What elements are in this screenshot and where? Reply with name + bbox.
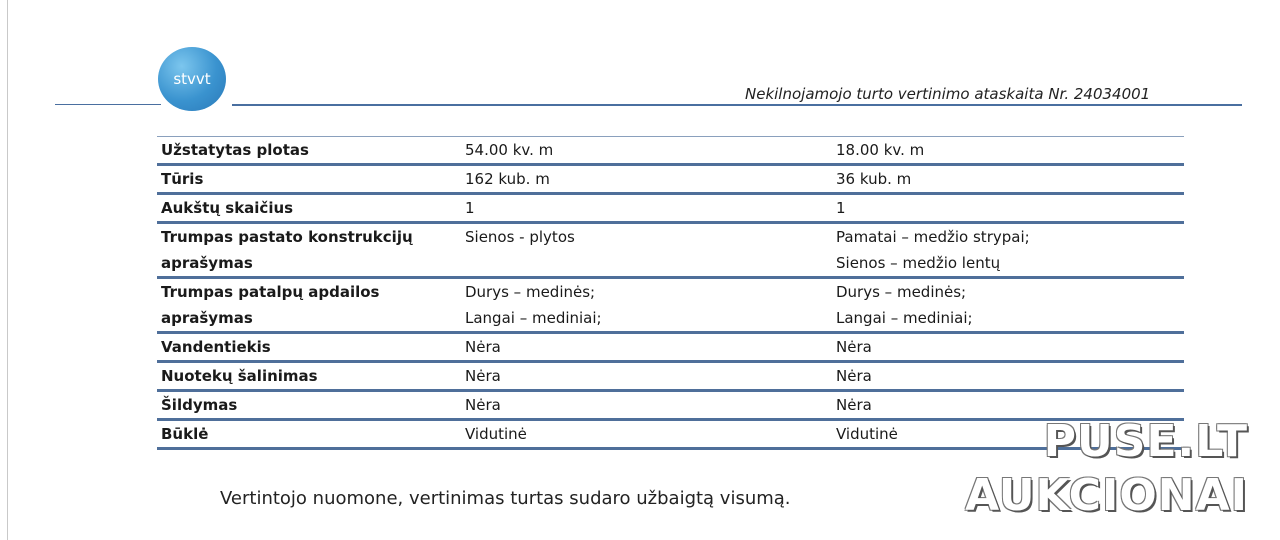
row-value-2 <box>832 333 1184 362</box>
row-value-2 <box>832 165 1184 194</box>
row-value-1 <box>461 194 832 223</box>
row-value-2-line: Pamatai – medžio strypai; <box>836 228 1030 246</box>
row-value-1-line: Nėra <box>465 396 501 414</box>
row-value-1-line: 1 <box>465 199 475 217</box>
row-label-line: Trumpas pastato konstrukcijų <box>161 228 413 246</box>
row-value-2 <box>832 362 1184 391</box>
row-value-2-line: 18.00 kv. m <box>836 141 925 159</box>
row-value-1 <box>461 223 832 278</box>
row-label <box>157 278 461 333</box>
company-logo <box>158 47 226 111</box>
row-value-2-line: Nėra <box>836 338 872 356</box>
watermark <box>965 415 1248 523</box>
logo-text: stvvt <box>173 70 211 88</box>
row-label <box>157 362 461 391</box>
row-value-2-line: Langai – mediniai; <box>836 309 973 327</box>
row-value-2 <box>832 223 1184 278</box>
row-value-1-line: Nėra <box>465 338 501 356</box>
table-row <box>157 223 1184 278</box>
row-label-line: Būklė <box>161 425 209 443</box>
page-edge-rule <box>7 0 8 540</box>
row-value-2-line: Nėra <box>836 396 872 414</box>
row-label <box>157 223 461 278</box>
row-label-line: Vandentiekis <box>161 338 271 356</box>
row-value-1-line: Vidutinė <box>465 425 527 443</box>
row-value-1 <box>461 333 832 362</box>
row-value-1 <box>461 362 832 391</box>
row-value-2-line: Durys – medinės; <box>836 283 967 301</box>
row-value-2-line: 36 kub. m <box>836 170 912 188</box>
table-row <box>157 194 1184 223</box>
row-label <box>157 420 461 449</box>
row-label-line: Trumpas patalpų apdailos <box>161 283 380 301</box>
row-value-2-line: 1 <box>836 199 846 217</box>
row-label <box>157 137 461 165</box>
row-label-line: Šildymas <box>161 396 238 414</box>
row-value-2-line: Vidutinė <box>836 425 898 443</box>
row-label-line: Nuotekų šalinimas <box>161 367 318 385</box>
row-value-2 <box>832 137 1184 165</box>
row-label <box>157 194 461 223</box>
row-label-line: Užstatytas plotas <box>161 141 309 159</box>
row-label <box>157 391 461 420</box>
row-label <box>157 333 461 362</box>
row-value-2-line: Nėra <box>836 367 872 385</box>
report-title: Nekilnojamojo turto vertinimo ataskaita Nr. 24034001 <box>745 85 1151 103</box>
row-value-1-line: Sienos - plytos <box>465 228 575 246</box>
row-value-1-line: 162 kub. m <box>465 170 550 188</box>
row-label-line: Aukštų skaičius <box>161 199 294 217</box>
property-spec-table <box>157 136 1184 450</box>
row-value-1-line: 54.00 kv. m <box>465 141 554 159</box>
row-label-line: aprašymas <box>161 254 253 272</box>
row-label-line: Tūris <box>161 170 204 188</box>
row-value-1 <box>461 165 832 194</box>
row-value-2 <box>832 278 1184 333</box>
table-row <box>157 137 1184 165</box>
row-value-2-line: Sienos – medžio lentų <box>836 254 1001 272</box>
row-value-1 <box>461 278 832 333</box>
row-value-1-line: Nėra <box>465 367 501 385</box>
row-value-1-line: Durys – medinės; <box>465 283 596 301</box>
table-row <box>157 333 1184 362</box>
appraiser-note: Vertintojo nuomone, vertinimas turtas sudaro užbaigtą visumą. <box>220 488 791 509</box>
watermark-line-2: AUKCIONAI <box>965 470 1248 521</box>
row-value-2 <box>832 194 1184 223</box>
row-label-line: aprašymas <box>161 309 253 327</box>
row-value-1-line: Langai – mediniai; <box>465 309 602 327</box>
header-rule-left <box>55 104 161 105</box>
table-row <box>157 278 1184 333</box>
watermark-line-1: PUSE.LT <box>1043 416 1248 467</box>
table-row <box>157 165 1184 194</box>
header-rule-right <box>232 104 1242 106</box>
row-label <box>157 165 461 194</box>
row-value-1 <box>461 420 832 449</box>
row-value-1 <box>461 391 832 420</box>
table-row <box>157 362 1184 391</box>
row-value-1 <box>461 137 832 165</box>
